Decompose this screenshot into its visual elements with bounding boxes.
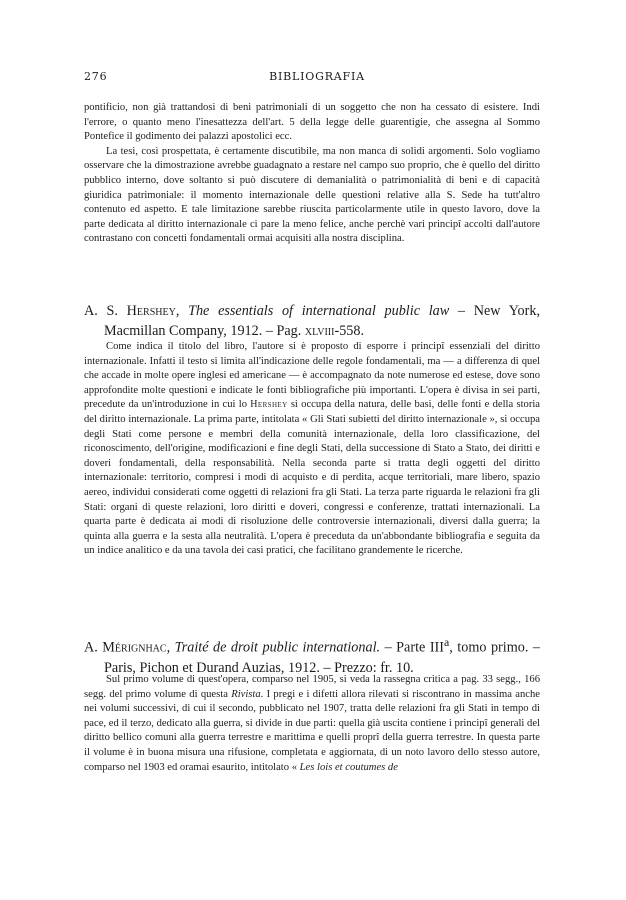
text-run: . I pregi e i difetti allora rilevati si riscontrano in massima anche nei volumi successivi, di cui il secondo, pubblicato nel 1907, tratta delle relazioni fra gli Stati in tempo di pace, ed il terzo, dedicato alla guerra, si divide in due parti: quella già uscita contiene i principî generali del diritto bellico comuni alla guerra terrestre e marittima e quelli proprî della guerra terrestre. In questa parte il volume è in buona misura una rifusione, completata e aggiornata, di un noto lavoro dello stesso autore, comparso nel 1903 ed oramai esaurito, intitolato « [84,688,541,773]
part-superscript: a [444,635,450,649]
paragraph: pontificio, non già trattandosi di beni patrimoniali di un soggetto che non ha cessato di esistere. Indi l'errore, o quanto meno l'inesattezza dell'art. 5 della legge delle guarentigie, che assegna al Sommo Pontefice il godimento dei palazzi apostolici ecc. [84,102,540,143]
author-initials: A. [84,639,98,656]
bibliographic-entry-merignhac: A. Mérignhac, Traité de droit public international. – Parte III$^a$, tomo primo. – Paris, Pichon et Durand Auzias, 1912. – Prezzo: fr. 10. [84,635,540,676]
bibliographic-entry-hershey: A. S. Hershey, The essentials of international public law – New York, Macmillan Company, 1912. – Pag. xlviii-558. [84,303,540,339]
author-surname: Hershey [126,303,176,319]
publication-info: – New York, Macmillan Company, 1912. – Pag. [104,303,540,339]
running-title: BIBLIOGRAFIA [269,70,365,83]
author-name-inline: Hershey [250,399,288,411]
page-number: 276 [84,70,108,83]
review-merignhac [84,673,540,775]
text-run: Come indica il titolo del libro, l'autore si è proposto di esporre i principî essenziali del diritto internazionale. Infatti il testo si limita all'indicazione delle regole fondamentali, ma — a differenza di quel che accade in molte opere inglesi ed americane — è accompagnato da note numerose ed estese, dove sono approfondite molte questioni e indicate le fonti bibliografiche più importanti. L'opera è divisa in sei parti, precedute da un'introduzione in cui lo [84,341,540,411]
review-continuation [84,101,540,247]
cited-title: Les lois et coutumes de [299,761,398,773]
paragraph [84,340,540,559]
text-run: Sul primo volume di quest'opera, comparso nel 1905, si veda la rassegna critica a pag. 33 segg., 166 segg. del primo volume di questa [84,674,540,700]
text-run: si occupa della natura, delle basi, delle fonti e della storia del diritto internazionale. La prima parte, intitolata « Gli Stati subietti del diritto internazionale », si occupa degli Stati come persone e membri della comunità internazionale, della loro classificazione, del riconoscimento, dell'origine, modificazioni e fine degli Stati, della successione di Stato a Stato, dei diritti e doveri fondamentali, della responsabilità. Nella seconda parte si tratta degli oggetti del diritto internazionale: territorio, compresi i modi di acquisto e di perdita, acque territoriali, mare libero, spazio aereo, individui considerati come oggetti di relazioni fra gli Stati. La terza parte riguarda le relazioni fra gli Stati: organi di queste relazioni, loro diritti e doveri, congressi e conferenze, trattati internazionali. La quarta parte è dedicata ai modi di risoluzione delle controversie internazionali, diversi dalla guerra; la quinta alla guerra e la sesta alla neutralità. L'opera è preceduta da un'abbondante bibliografia e seguita da un indice analitico e da una tavola dei casi pratici, che facilitano grandemente le ricerche. [84,399,540,557]
author-surname: Mérignhac [102,639,167,656]
page-header [84,70,540,83]
part-label: – Parte III [384,639,444,656]
review-hershey [84,340,540,559]
book-title: The essentials of international public law [188,303,450,319]
journal-title: Rivista [231,688,261,700]
book-title: Traité de droit public international. [174,639,381,656]
paragraph: La tesi, così prospettata, è certamente discutibile, ma non manca di solidi argomenti. Solo vogliamo osservare che la dimostrazione avrebbe guadagnato a restare nel campo suo proprio, che è quello del diritto pubblico interno, dove soltanto si può discutere di demanialità o patrimonialità di beni e di capacità giuridica patrimoniale: il momento internazionale delle questioni relative alla S. Sede ha tutt'altro contenuto ed aspetto. E tale limitazione sarebbe riuscita particolarmente utile in questo lavoro, dove la parte dedicata al diritto internazionale ci pare la meno felice, anche perchè vari principî accolti dall'autore contrastano con concetti fondamentali ormai acquisiti alla nostra disciplina. [84,145,540,245]
page-count-arabic: -558. [334,323,365,339]
author-initials: A. S. [84,303,118,319]
page-count-roman: xlviii [304,323,335,339]
paragraph [84,673,540,775]
publication-info: , tomo primo. – Paris, Pichon et Durand Auzias, 1912. – Prezzo: fr. 10. [104,639,540,676]
